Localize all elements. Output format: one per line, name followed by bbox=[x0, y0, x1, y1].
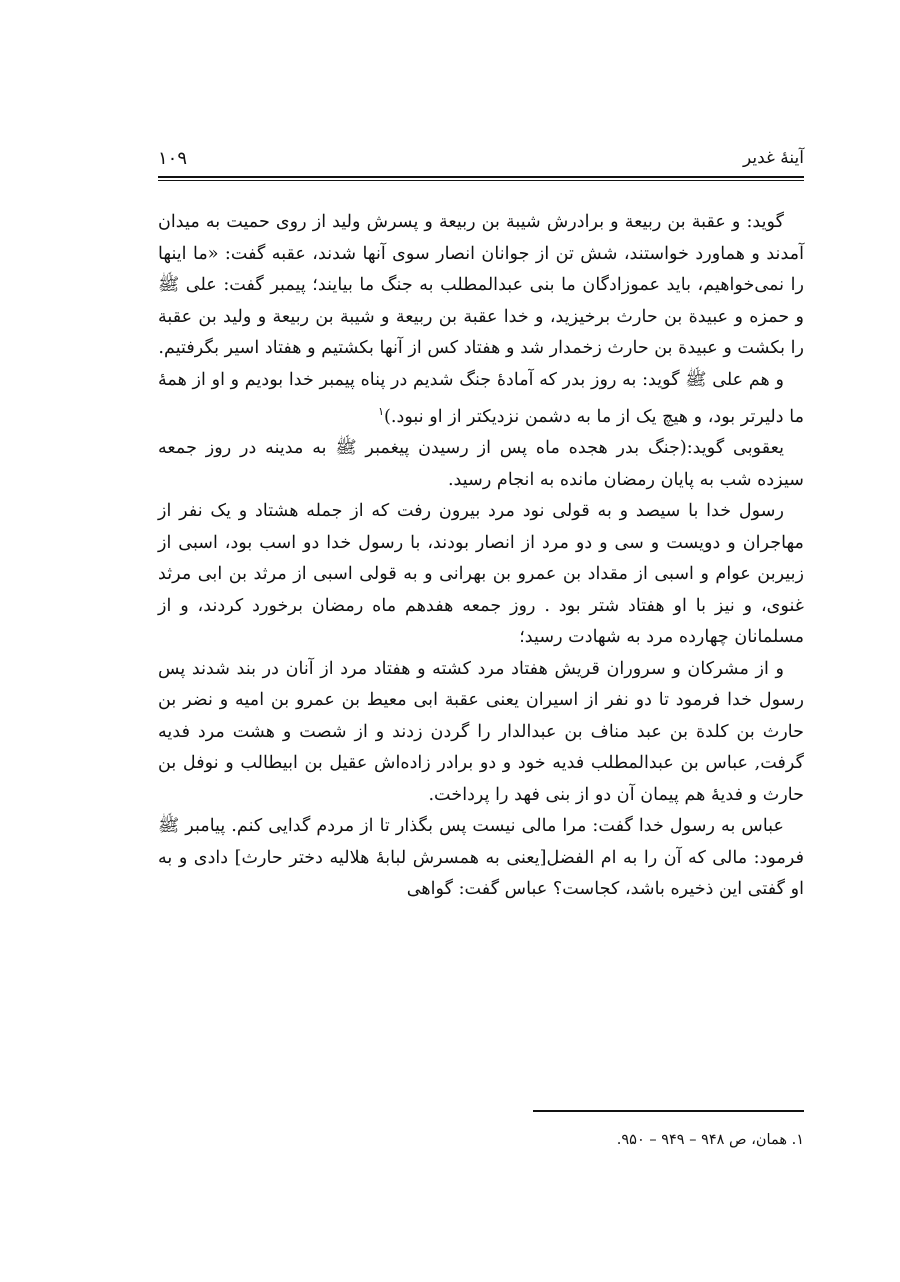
paragraph: یعقوبی گوید:(جنگ بدر هجده ماه پس از رسیدن پیغمبر ﷺ به مدینه در روز جمعه سیزده شب به پایان رمضان مانده به انجام رسید. bbox=[158, 438, 804, 490]
page-header bbox=[158, 148, 804, 174]
footnote: ۱. همان، ص ۹۴۸ – ۹۴۹ – ۹۵۰. bbox=[616, 1132, 804, 1148]
page-number: ۱۰۹ bbox=[158, 148, 188, 169]
footnote-rule bbox=[533, 1110, 804, 1112]
running-title: آینهٔ غدیر bbox=[742, 148, 804, 168]
paragraph-text: و هم علی ﷺ گوید: به روز بدر که آمادهٔ جنگ شدیم در پناه پیمبر خدا بودیم و او از همهٔ ما دلیرتر بود، و هیچ یک از ما به دشمن نزدیکتر از او نبود.) bbox=[158, 369, 804, 427]
paragraph: رسول خدا با سیصد و به قولی نود مرد بیرون رفت که از جمله هشتاد و یک نفر از مهاجران و دویست و سی و دو مرد از انصار بودند، با رسول خدا دو اسب بود، اسبی از زبیربن عوام و اسبی از مقداد بن عمرو بن بهرانی و به قولی اسبی از مرثد بن ابی مرثد غنوی، و نیز با او هفتاد شتر بود . روز جمعه هفدهم ماه رمضان برخورد کردند، و از مسلمانان چهارده مرد به شهادت رسید؛ bbox=[158, 501, 804, 648]
header-rule-thin bbox=[158, 180, 804, 181]
header-rule-thick bbox=[158, 176, 804, 178]
body-text bbox=[158, 207, 804, 906]
paragraph bbox=[158, 365, 804, 434]
paragraph: و از مشرکان و سروران قریش هفتاد مرد کشته و هفتاد مرد از آنان در بند شدند پس رسول خدا فرمود تا دو نفر از اسیران یعنی عقبة ابی معیط بن عمرو بن امیه و نضر بن حارث بن کلدة بن عبد مناف بن عبدالدار را گردن زدند و از شصت و هشت مرد فدیه گرفت, عباس بن عبدالمطلب فدیه خود و دو برادر زاده‌اش عقیل بن ابیطالب و نوفل بن حارث و فدیهٔ هم پیمان آن دو از بنی فهد را پرداخت. bbox=[158, 658, 804, 805]
paragraph: گوید: و عقبة بن ربیعة و برادرش شیبة بن ربیعة و پسرش ولید از روی حمیت به میدان آمدند و هماورد خواستند، شش تن از جوانان انصار سوی آنها شدند، عقبه گفت: «ما اینها را نمی‌خواهیم، باید عموزادگان ما بنی عبدالمطلب به جنگ ما بیایند؛ پیمبر گفت: علی ﷺ و حمزه و عبیدة بن حارث برخیزید، و خدا عقبة بن ربیعة و شیبة بن ربیعة و ولید بن عقبة را بکشت و عبیدة بن حارث زخمدار شد و هفتاد کس از آنها بکشتیم و هفتاد اسیر بگرفتیم. bbox=[158, 212, 804, 358]
paragraph: عباس به رسول خدا گفت: مرا مالی نیست پس بگذار تا از مردم گدایی کنم. پیامبر ﷺ فرمود: مالی که آن را به ام الفضل[یعنی به همسرش لبابهٔ هلالیه دختر حارث] دادی و به او گفتی این ذخیره باشد، کجاست؟ عباس گفت: گواهی bbox=[158, 816, 804, 900]
footnote-marker: ۱ bbox=[378, 405, 385, 418]
